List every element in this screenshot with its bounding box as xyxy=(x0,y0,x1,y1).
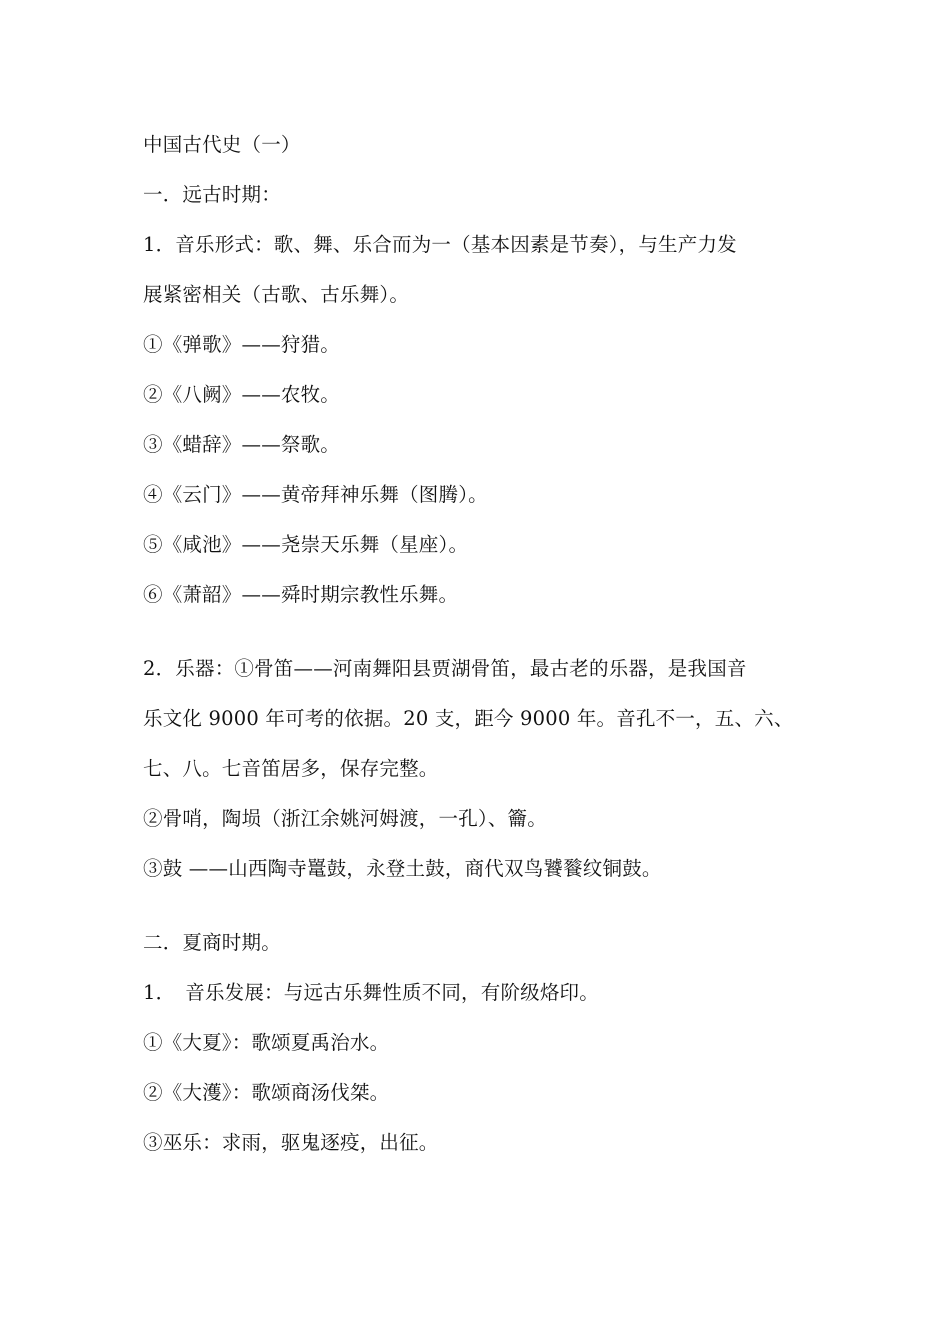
list-item: ③《蜡辞》——祭歌。 xyxy=(143,433,341,456)
paragraph-instruments-line-2: 乐文化 9000 年可考的依据。20 支，距今 9000 年。音孔不一，五、六、 xyxy=(143,707,794,730)
list-item: ⑤《咸池》——尧崇天乐舞（星座）。 xyxy=(143,533,469,556)
paragraph-instruments-line-5: ③鼓 ——山西陶寺鼍鼓，永登土鼓，商代双鸟饕餮纹铜鼓。 xyxy=(143,857,662,880)
section-heading-ancient: 一．远古时期： xyxy=(143,183,281,206)
paragraph-instruments-line-3: 七、八。七音笛居多，保存完整。 xyxy=(143,757,439,780)
list-item: ①《大夏》：歌颂夏禹治水。 xyxy=(143,1031,390,1054)
paragraph-gap xyxy=(143,620,823,644)
list-item: ④《云门》——黄帝拜神乐舞（图腾）。 xyxy=(143,483,488,506)
paragraph-music-form-line-1: 1．音乐形式：歌、舞、乐合而为一（基本因素是节奏），与生产力发 xyxy=(143,233,737,256)
paragraph-instruments-line-1: 2．乐器：①骨笛——河南舞阳县贾湖骨笛，最古老的乐器，是我国音 xyxy=(143,657,747,680)
document-content xyxy=(143,120,823,1168)
list-item: ②《八阙》——农牧。 xyxy=(143,383,341,406)
list-item: ①《弹歌》——狩猎。 xyxy=(143,333,341,356)
list-item: ②《大濩》：歌颂商汤伐桀。 xyxy=(143,1081,390,1104)
paragraph-music-development: 1． 音乐发展：与远古乐舞性质不同，有阶级烙印。 xyxy=(143,981,599,1004)
section-heading-xia-shang: 二．夏商时期。 xyxy=(143,931,281,954)
paragraph-gap xyxy=(143,894,823,918)
paragraph-instruments-line-4: ②骨哨，陶埙（浙江余姚河姆渡，一孔）、籥。 xyxy=(143,807,547,830)
paragraph-music-form-line-2: 展紧密相关（古歌、古乐舞）。 xyxy=(143,283,410,306)
list-item: ⑥《萧韶》——舜时期宗教性乐舞。 xyxy=(143,583,459,606)
list-item: ③巫乐：求雨，驱鬼逐疫，出征。 xyxy=(143,1131,439,1154)
document-title: 中国古代史（一） xyxy=(143,133,301,156)
